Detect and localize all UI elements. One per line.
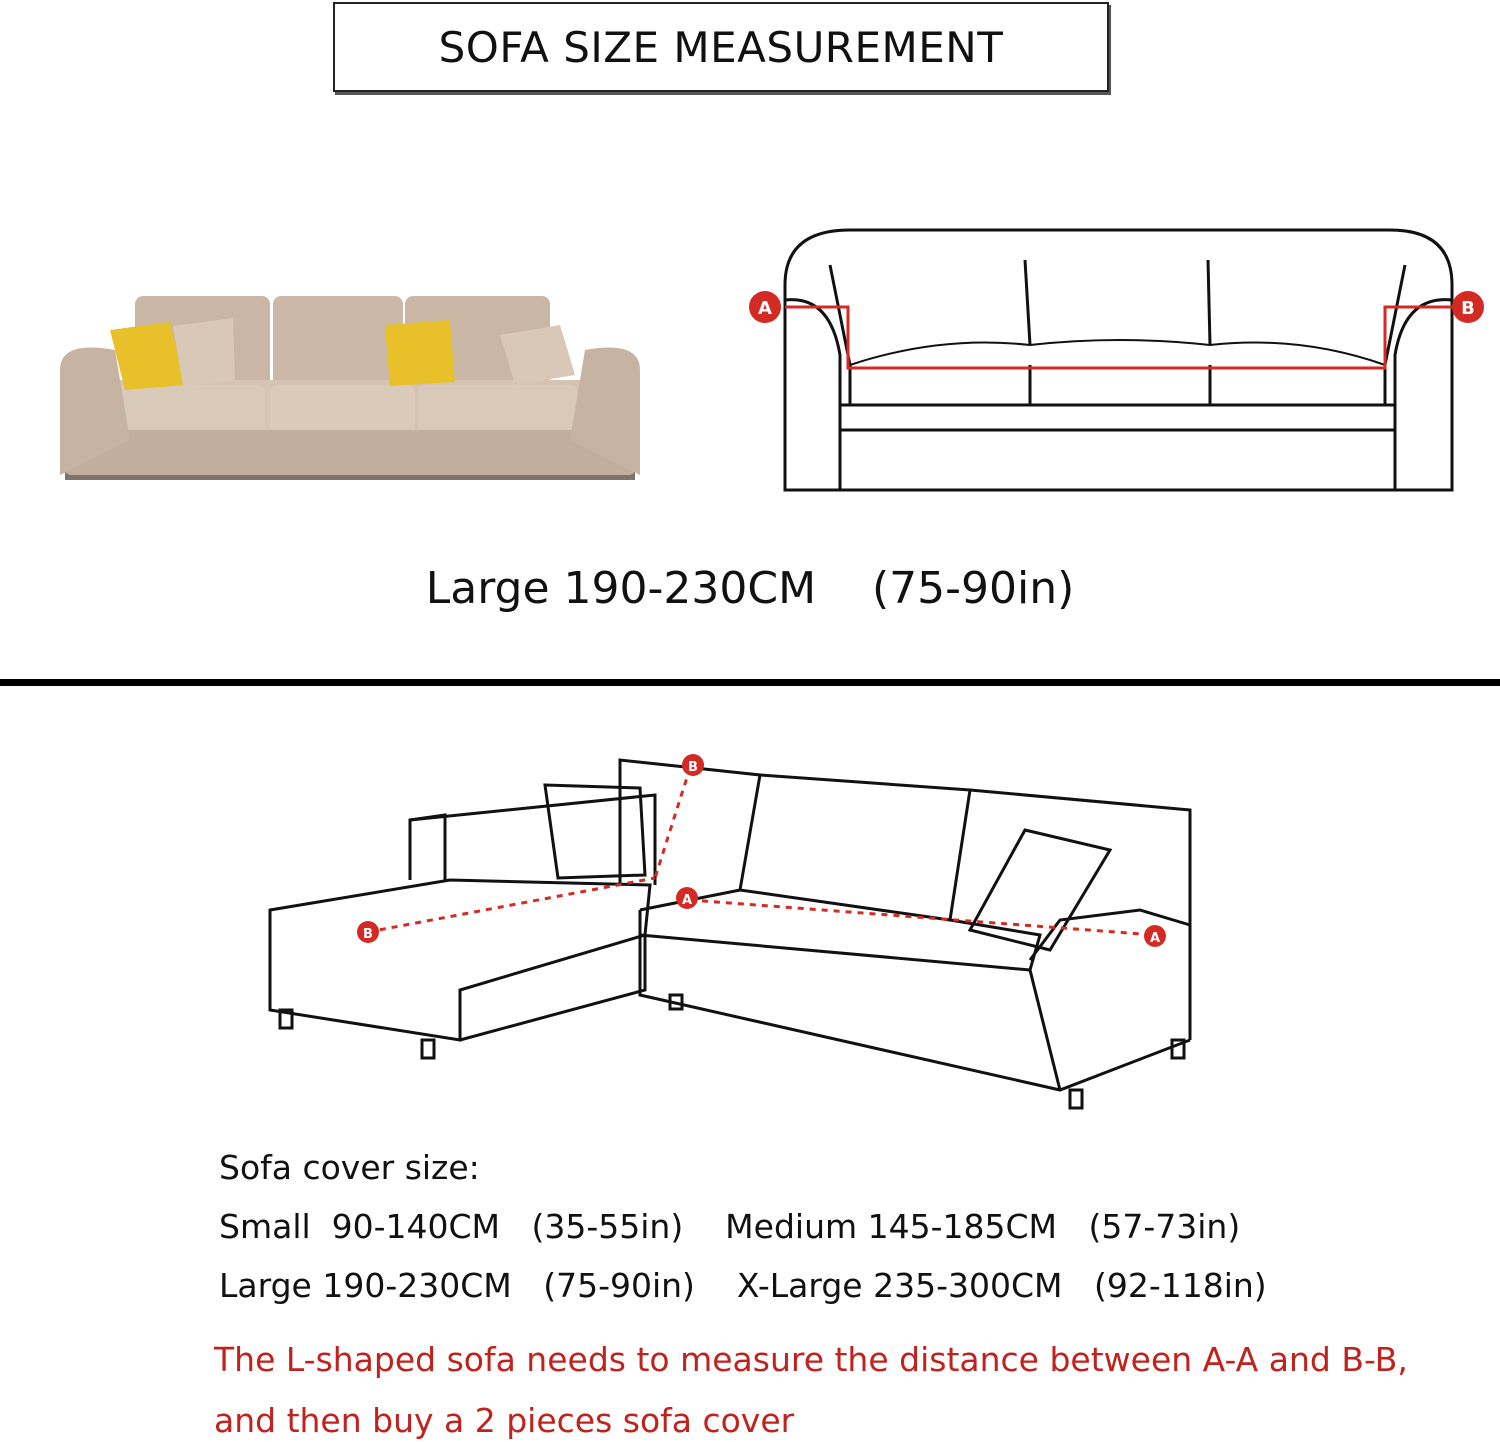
size-row: Small 90-140CM (35-55in) Medium 145-185CM (57-73in) — [219, 1207, 1241, 1246]
l-shaped-sofa-diagram — [260, 750, 1210, 1110]
marker-a-label: A — [758, 298, 772, 319]
marker-b-label: B — [688, 760, 698, 775]
marker-b-label: B — [1461, 298, 1475, 319]
section-divider — [0, 679, 1500, 686]
page-title: SOFA SIZE MEASUREMENT — [333, 2, 1109, 92]
size-row: Large 190-230CM (75-90in) X-Large 235-300CM (92-118in) — [219, 1266, 1267, 1305]
sofa-photo — [55, 290, 645, 485]
marker-a-label: A — [681, 893, 693, 908]
straight-sofa-diagram — [740, 225, 1500, 495]
marker-b-label: B — [363, 927, 373, 942]
measure-note-line: and then buy a 2 pieces sofa cover — [214, 1401, 795, 1440]
yellow-pillow-right — [385, 320, 455, 386]
cover-size-heading: Sofa cover size: — [219, 1148, 480, 1187]
measure-note-line: The L-shaped sofa needs to measure the distance between A-A and B-B, — [214, 1340, 1408, 1379]
marker-a-label: A — [1149, 931, 1161, 946]
large-size-label: Large 190-230CM (75-90in) — [425, 563, 1075, 614]
